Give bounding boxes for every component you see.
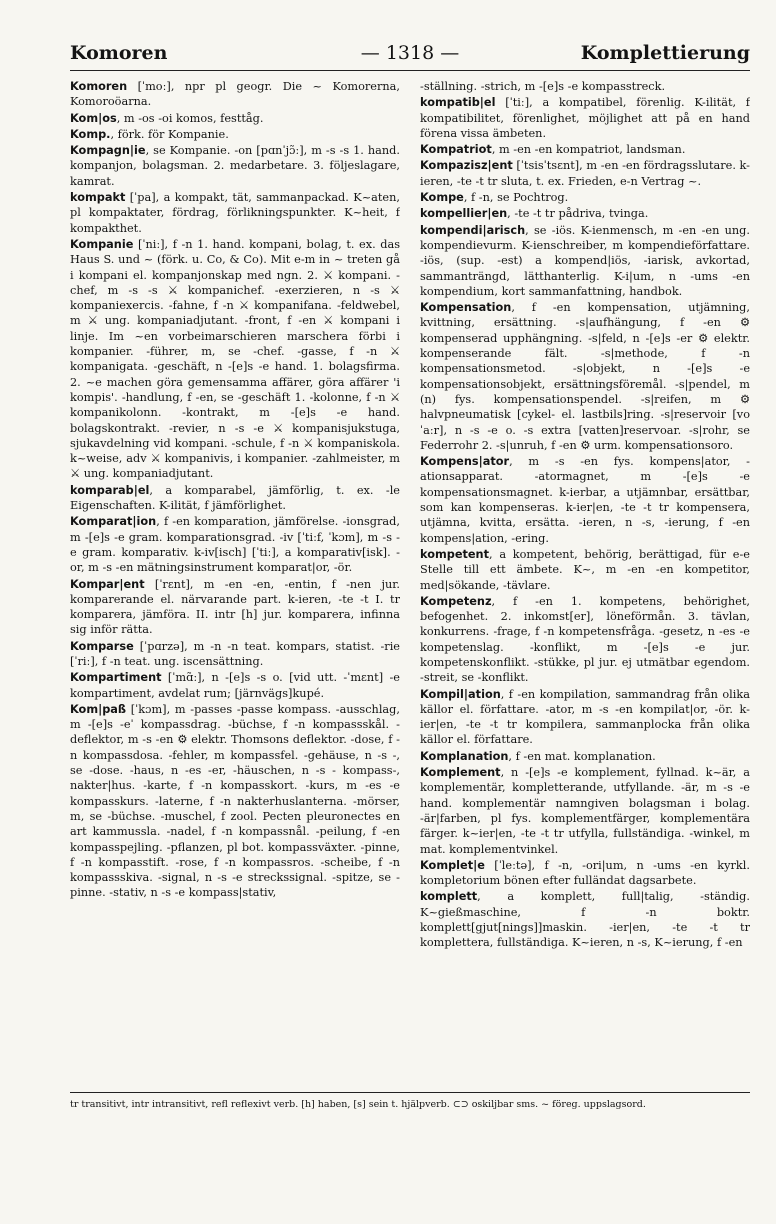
entry-definition: , n -[e]s -e komplement, fyllnad. k~är, a komplementär, kompletterande, utfyllande. -är, m -s -e hand. komplementär namngiven bolagsman i bolag. -är|farben, pl fys. komplementfärger, komplementära färger. k~ier|en, -te -t tr utfylla, fullständiga. -winkel, m mat. komplementvinkel. — [420, 766, 750, 856]
right-column — [420, 79, 750, 1083]
entry-definition: , f -en mat. komplanation. — [508, 749, 656, 763]
entry-headword: Komoren — [70, 80, 128, 93]
entry-headword: kompakt — [70, 191, 126, 205]
entry-definition: , f -en kompensation, utjämning, kvittning, ersättning. -s|aufhängung, f -en ⚙ kompenserad upphängning. -s|feld, n -[e]s -er ⚙ elektr. kompenserande fält. -s|methode, f -n kompensationsmetod. -s|objekt, n -[e]s -e kompensationsobjekt, ersättningsföremål. -s|pendel, m (n) fys. kompensationspendel. -s|reifen, m ⚙ halvpneumatisk [cykel- el. lastbils]ring. -s|reservoir [voˈaːr], n -s -e o. -s extra [vatten]reservoar. -s|rohr, se Federrohr 2. -s|unruh, f -en ⚙ urm. kompensationsoro. — [420, 301, 750, 452]
entry-headword: kompetent — [420, 547, 489, 561]
entry-definition: , f -en 1. kompetens, behörighet, befogenhet. 2. inkomst[er], löneförmån. 3. tävlan, konkurrens. -frage, f -n kompetensfråga. -gesetz, n -es -e kompetenslag. -konflikt, m -[e]s -e jur. kompetenskonflikt. -stükke, pl jur. ej utmätbar egendom. -streit, se -konflikt. — [420, 594, 750, 685]
entry-definition: [ˈmoː], npr pl geogr. Die ~ Komorerna, Komoroöarna. — [70, 80, 400, 109]
dictionary-entry — [420, 547, 750, 593]
dictionary-entry — [420, 142, 750, 157]
entry-definition: [ˈtsisˈtsɛnt], m -en -en fördragsslutare. k-ieren, -te -t tr sluta, t. ex. Frieden, e-n Vertrag ~. — [420, 159, 750, 188]
entry-headword: Komparse — [70, 639, 134, 653]
dictionary-entry — [420, 79, 750, 94]
dictionary-entry — [420, 687, 750, 748]
dictionary-entry — [70, 111, 400, 126]
dictionary-entry — [70, 190, 400, 236]
entry-headword: Kompazisz|ent — [420, 159, 513, 173]
entry-headword: komplett — [420, 890, 478, 904]
entry-definition: , -te -t tr pådriva, tvinga. — [507, 207, 649, 221]
entry-definition: , a komparabel, jämförlig, t. ex. -le Eigenschaften. K-ilität, f jämförlighet. — [70, 483, 400, 513]
entry-headword: Kompatriot — [420, 143, 492, 157]
dictionary-entry — [70, 670, 400, 701]
entry-definition: -ställning. -strich, m -[e]s -e kompasstreck. — [420, 80, 666, 93]
entry-headword: Kompar|ent — [70, 577, 145, 591]
entry-definition: , förk. för Kompanie. — [110, 127, 229, 141]
entry-definition: , se Kompanie. -on [pɑnˈjɔ̃ː], m -s -s 1. hand. kompanjon, bolagsman. 2. medarbetare. 3. följeslagare, kamrat. — [70, 144, 400, 188]
dictionary-entry — [70, 237, 400, 482]
entry-headword: kompellier|en — [420, 207, 508, 221]
abbreviation-footer: tr transitivt, intr intransitivt, refl reflexivt verb. [h] haben, [s] sein t. hjälpverb. ⊂⊃ oskiljbar sms. ~ föreg. uppslagsord. — [70, 1092, 750, 1111]
dictionary-entry — [420, 223, 750, 299]
entry-headword: Komplement — [420, 766, 501, 780]
page-header — [70, 40, 750, 71]
entry-headword: Komparat|ion — [70, 515, 157, 529]
entry-definition: [ˈtiː], a kompatibel, förenlig. K-ilität, f kompatibilitet, förenlighet, möjlighet att på en hand förena vissa ämbeten. — [420, 96, 750, 140]
entry-definition: , a kompetent, behörig, berättigad, für e-e Stelle till ett ämbete. K~, m -en -en kompetitor, med|sökande, -tävlare. — [420, 547, 750, 592]
entry-headword: Kom|os — [70, 111, 117, 125]
entry-definition: , f -en komparation, jämförelse. -ionsgrad, m -[e]s -e gram. komparationsgrad. -iv [ˈtiːf, ˈkɔm], m -s -e gram. komparativ. k-iv[isch] [ˈtiː], a komparativ[isk]. -or, m -s -en mätningsinstrument komparat|or, -ör. — [70, 515, 400, 575]
dictionary-entry — [70, 577, 400, 638]
dictionary-entry — [70, 143, 400, 189]
dictionary-entry — [420, 594, 750, 686]
entry-headword: Kompanie — [70, 237, 134, 251]
entry-headword: Kompartiment — [70, 671, 162, 685]
entry-headword: Komplet|e — [420, 858, 485, 872]
dictionary-entry — [70, 483, 400, 514]
entry-definition: , m -en -en kompatriot, landsman. — [491, 143, 686, 157]
entry-definition: , m -s -en fys. kompens|ator, -ationsapparat. -atormagnet, m -[e]s -e kompensationsmagnet. k-ierbar, a utjämnbar, ersättbar, som kan kompenseras. k-ier|en, -te -t tr kompensera, utjämna, kvitta, ersätta. -ieren, n -s, -ierung, f -en kompens|ation, -ering. — [420, 455, 750, 545]
entry-headword: Kompil|ation — [420, 687, 501, 701]
entry-definition: , m -os -oi komos, festtåg. — [116, 111, 264, 125]
entry-headword: kompendi|arisch — [420, 223, 526, 237]
entry-headword: Komp. — [70, 127, 111, 141]
dictionary-entry — [420, 454, 750, 546]
entry-definition: , a komplett, full|talig, -ständig. K~gießmaschine, f -n boktr. komplett[gjut[nings]]maskin. -ier|en, -te -t tr komplettera, fullständiga. K~ieren, n -s, K~ierung, f -en — [420, 890, 750, 950]
entry-headword: Kompensation — [420, 301, 512, 315]
dictionary-entry — [70, 514, 400, 575]
header-left-guideword: Komoren — [70, 42, 168, 64]
entry-headword: Kompe — [420, 191, 464, 205]
entry-definition: [ˈmɑ̃ː], n -[e]s -s o. [vid utt. -ˈmɛnt] -e kompartiment, avdelat rum; [järnvägs]kupé. — [70, 671, 400, 700]
entry-headword: komparab|el — [70, 483, 150, 497]
entry-definition: , f -en kompilation, sammandrag från olika källor el. författare. -ator, m -s -en kompilat|or, -ör. k-ier|en, -te -t tr kompilera, sammanplocka från olika källor el. författare. — [420, 687, 750, 747]
entry-headword: Kompens|ator — [420, 455, 510, 469]
entry-definition: [ˈpa], a kompakt, tät, sammanpackad. K~aten, pl kompaktater, fördrag, förlikningspunkter. K~heit, f kompakthet. — [70, 191, 400, 235]
dictionary-entry — [70, 702, 400, 901]
entry-headword: Kompagn|ie — [70, 144, 146, 158]
dictionary-entry — [420, 858, 750, 889]
page-number: — 1318 — — [360, 42, 460, 64]
dictionary-entry — [420, 158, 750, 189]
dictionary-entry — [70, 79, 400, 110]
dictionary-entry — [420, 765, 750, 857]
entry-headword: kompatib|el — [420, 96, 496, 110]
dictionary-entry — [420, 300, 750, 453]
dictionary-entry — [420, 749, 750, 764]
header-right-guideword: Komplettierung — [580, 42, 750, 64]
left-column — [70, 79, 400, 1083]
entry-definition: [ˈrɛnt], m -en -en, -entin, f -nen jur. komparerande el. närvarande part. k-ieren, -te -t I. tr komparera, jämföra. II. intr [h] jur. komparera, infinna sig inför rätta. — [70, 577, 400, 637]
dictionary-entry — [70, 639, 400, 670]
entry-headword: Kompetenz — [420, 594, 492, 608]
dictionary-entry — [420, 190, 750, 205]
dictionary-entry — [420, 206, 750, 221]
entry-definition: , se -iös. K-ienmensch, m -en -en ung. kompendievurm. K-ienschreiber, m kompendieförfattare. -iös, (sup. -est) a kompend|iös, -iarisk, avkortad, sammanträngd, lätthanterlig. K-i|um, n -ums -en kompendium, kort sammanfattning, handbok. — [420, 223, 750, 298]
dictionary-entry — [70, 127, 400, 142]
entry-headword: Kom|paß — [70, 702, 127, 716]
entry-definition: [ˈniː], f -n 1. hand. kompani, bolag, t. ex. das Haus S. und ~ (förk. u. Co, & Co). Mit e-m in ~ treten gå i kompani el. kompanjonskap med ngn. 2. ⚔ kompani. -chef, m -s -s ⚔ kompanichef. -exerzieren, n -s ⚔ kompaniexercis. -fahne, f -n ⚔ kompanifana. -feldwebel, m ⚔ ung. kompaniadjutant. -front, f -en ⚔ kompani i linje. Im ~en vorbeimarschieren marschera förbi i kompanier. -führer, m, se -chef. -gasse, f -n ⚔ kompanigata. -geschäft, n -[e]s -e hand. 1. bolagsfirma. 2. ~e machen göra gemensamma affärer, göra affärer 'i kompis'. -handlung, f -en, se -geschäft 1. -kolonne, f -n ⚔ kompanikolonn. -kontrakt, m -[e]s -e hand. bolagskontrakt. -revier, n -s -e ⚔ kompanisjukstuga, sjukavdelning vid kompani. -schule, f -n ⚔ kompaniskola. k~weise, adv ⚔ kompanivis, i kompanier. -zahlmeister, m ⚔ ung. kompaniadjutant. — [70, 237, 400, 481]
dictionary-entry — [420, 889, 750, 950]
entry-definition: [ˈpɑrzə], m -n -n teat. kompars, statist. -rie [ˈriː], f -n teat. ung. iscensättning. — [70, 639, 400, 668]
entry-definition: [ˈkɔm], m -passes -passe kompass. -ausschlag, m -[e]s -eˈ kompassdrag. -büchse, f -n kompassskål. -deflektor, m -s -en ⚙ elektr. Thomsons deflektor. -dose, f -n kompassdosa. -fehler, m kompassfel. -gehäuse, n -s -, se -dose. -haus, n -es -er, -häuschen, n -s - kompass-, nakter|hus. -karte, f -n kompasskort. -kurs, m -es -e kompasskurs. -laterne, f -n nakterhuslanterna. -mörser, m, se -büchse. -muschel, f zool. Pecten pleuronectes en art kammussla. -nadel, f -n kompassnål. -peilung, f -en kompasspejling. -pflanzen, pl bot. kompassväxter. -pinne, f -n kompasstift. -rose, f -n kompassros. -scheibe, f -n kompassskiva. -signal, n -s -e streckssignal. -spitze, se -pinne. -stativ, n -s -e kompass|stativ, — [70, 702, 400, 900]
entry-definition: , f -n, se Pochtrog. — [463, 191, 569, 205]
entry-definition: [ˈleːtə], f -n, -ori|um, n -ums -en kyrkl. kompletorium bönen efter fulländat dagsarbete. — [420, 858, 750, 888]
entry-headword: Komplanation — [420, 749, 509, 763]
dictionary-entry — [420, 95, 750, 141]
columns — [70, 79, 750, 1083]
